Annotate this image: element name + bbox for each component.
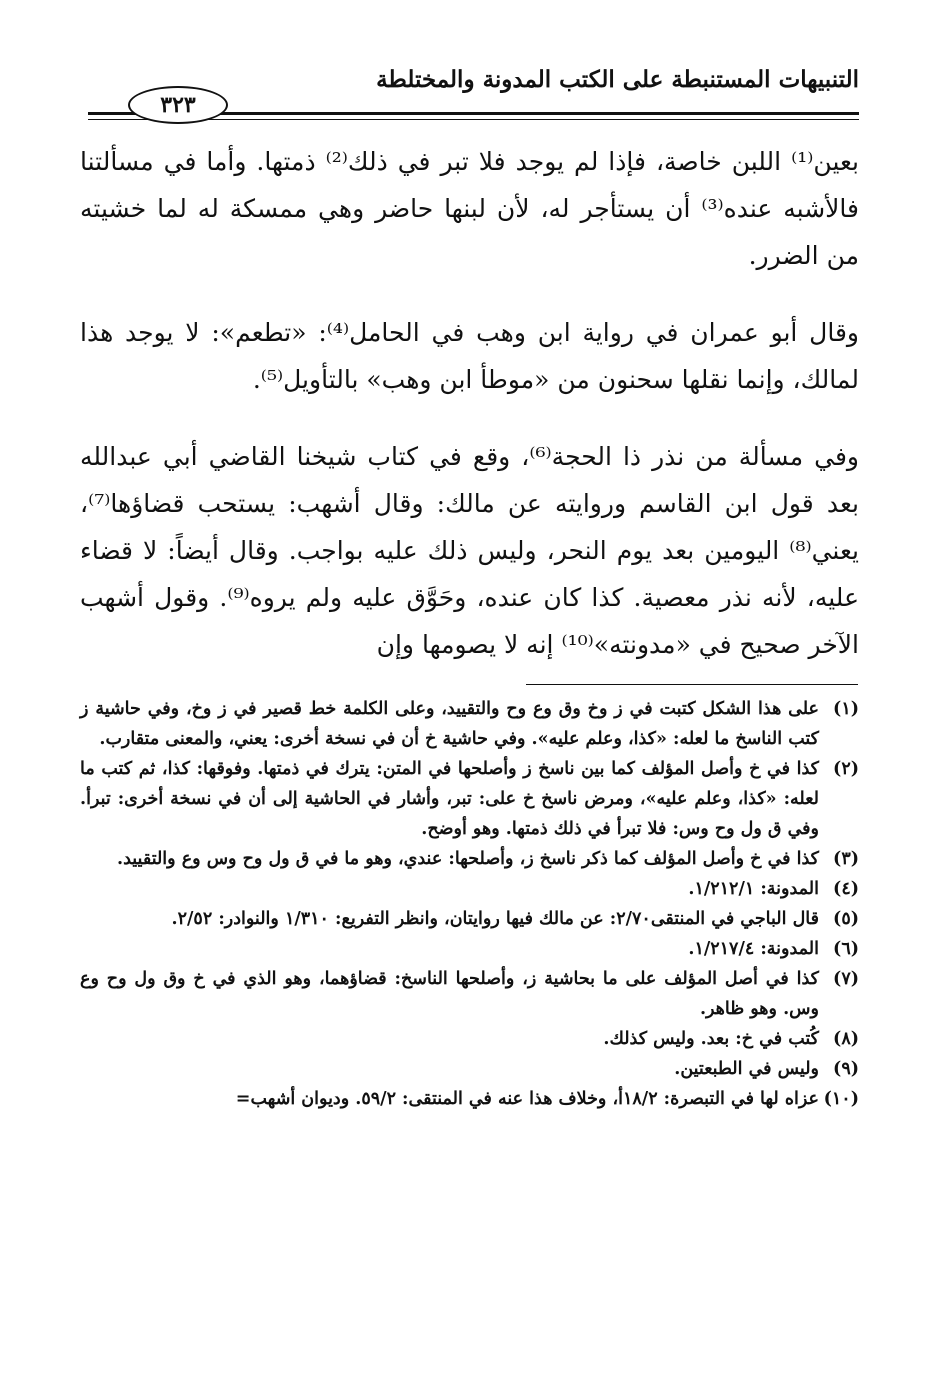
footnotes [80, 694, 859, 1114]
footnote-4 [80, 874, 859, 904]
footnote-number: (٨) [833, 1029, 859, 1049]
footnote-2 [80, 754, 859, 844]
footnote-text: وليس في الطبعتين. [674, 1059, 819, 1079]
footnote-9 [80, 1054, 859, 1084]
main-text [80, 138, 859, 668]
footnote-text: كُتب في خ: بعد. وليس كذلك. [603, 1029, 819, 1049]
running-title: التنبيهات المستنبطة على الكتب المدونة والمختلطة [376, 66, 859, 93]
footnote-3 [80, 844, 859, 874]
footnote-number: (١) [833, 699, 859, 719]
footnote-text: كذا في خ وأصل المؤلف كما بين ناسخ ز وأصلحها في المتن: يترك في ذمتها. وفوقها: كذا، ثم كتب ما لعله: «كذا، وعلم عليه»، ومرض ناسخ خ على: تبر، وأشار في الحاشية إلى أن في نسخة أخرى: تبرأ. وفي ق ول وح وس: فلا تبرأ في ذلك ذمتها. وهو أوضح. [80, 759, 819, 839]
footnote-6 [80, 934, 859, 964]
footnote-text: كذا في خ وأصل المؤلف كما ذكر ناسخ ز، وأصلحها: عندي، وهو ما في ق ول وح وس وع والتقييد. [117, 849, 819, 869]
paragraph-3: وفي مسألة من نذر ذا الحجة⁽⁶⁾، وقع في كتاب شيخنا القاضي أبي عبدالله بعد قول ابن القاسم وروايته عن مالك: وقال أشهب: يستحب قضاؤها⁽⁷⁾، يعني⁽⁸⁾ اليومين بعد يوم النحر، وليس ذلك عليه بواجب. وقال أيضاً: لا قضاء عليه، لأنه نذر معصية. كذا كان عنده، وحَوَّق عليه ولم يروه⁽⁹⁾. وقول أشهب الآخر صحيح في «مدونته»⁽¹⁰⁾ إنه لا يصومها وإن [80, 442, 859, 659]
footnote-number: (٢) [833, 759, 859, 779]
footnote-text: قال الباجي في المنتقى٢/٧٠: عن مالك فيها روايتان، وانظر التفريع: ١/٣١٠ والنوادر: ٢/٥٢. [171, 909, 819, 929]
footnote-number: (٦) [833, 939, 859, 959]
footnote-text: كذا في أصل المؤلف على ما بحاشية ز، وأصلحها الناسخ: قضاؤهما، وهو الذي في خ وق ول وح وع وس. وهو ظاهر. [80, 969, 819, 1019]
footnote-text: المدونة: ١/٢١٢/١. [688, 879, 819, 899]
footnote-number: (٥) [833, 909, 859, 929]
footnote-number: (٩) [833, 1059, 859, 1079]
footnote-8 [80, 1024, 859, 1054]
footnote-5 [80, 904, 859, 934]
page-number: ٣٢٣ [128, 86, 228, 124]
footnote-10 [80, 1084, 859, 1114]
footnote-number: (٤) [833, 879, 859, 899]
footnote-number: (١٠) [823, 1089, 859, 1109]
footnote-7 [80, 964, 859, 1024]
footnote-separator [526, 684, 858, 685]
footnote-text: على هذا الشكل كتبت في ز وخ وق وع وح والتقييد، وعلى الكلمة خط قصير في ز وخ، وفي حاشية ز كتب الناسخ ما لعله: «كذا، وعلم عليه». وفي حاشية خ أن في نسخة أخرى: يعني، والمعنى متقارب. [80, 699, 819, 749]
paragraph-2: وقال أبو عمران في رواية ابن وهب في الحامل⁽⁴⁾: «تطعم»: لا يوجد هذا لمالك، وإنما نقلها سحنون من «موطأ ابن وهب» بالتأويل⁽⁵⁾. [80, 318, 859, 394]
footnote-1 [80, 694, 859, 754]
footnote-text: المدونة: ١/٢١٧/٤. [688, 939, 819, 959]
footnote-number: (٧) [833, 969, 859, 989]
footnote-text: عزاه لها في التبصرة: ١٨/٢أ، وخلاف هذا عنه في المنتقى: ٥٩/٢. وديوان أشهب= [235, 1089, 819, 1109]
footnote-number: (٣) [833, 849, 859, 869]
paragraph-1: بعين⁽¹⁾ اللبن خاصة، فإذا لم يوجد فلا تبر في ذلك⁽²⁾ ذمتها. وأما في مسألتنا فالأشبه عنده⁽³⁾ أن يستأجر له، لأن لبنها حاضر وهي ممسكة له لما خشيته من الضرر. [80, 147, 860, 270]
